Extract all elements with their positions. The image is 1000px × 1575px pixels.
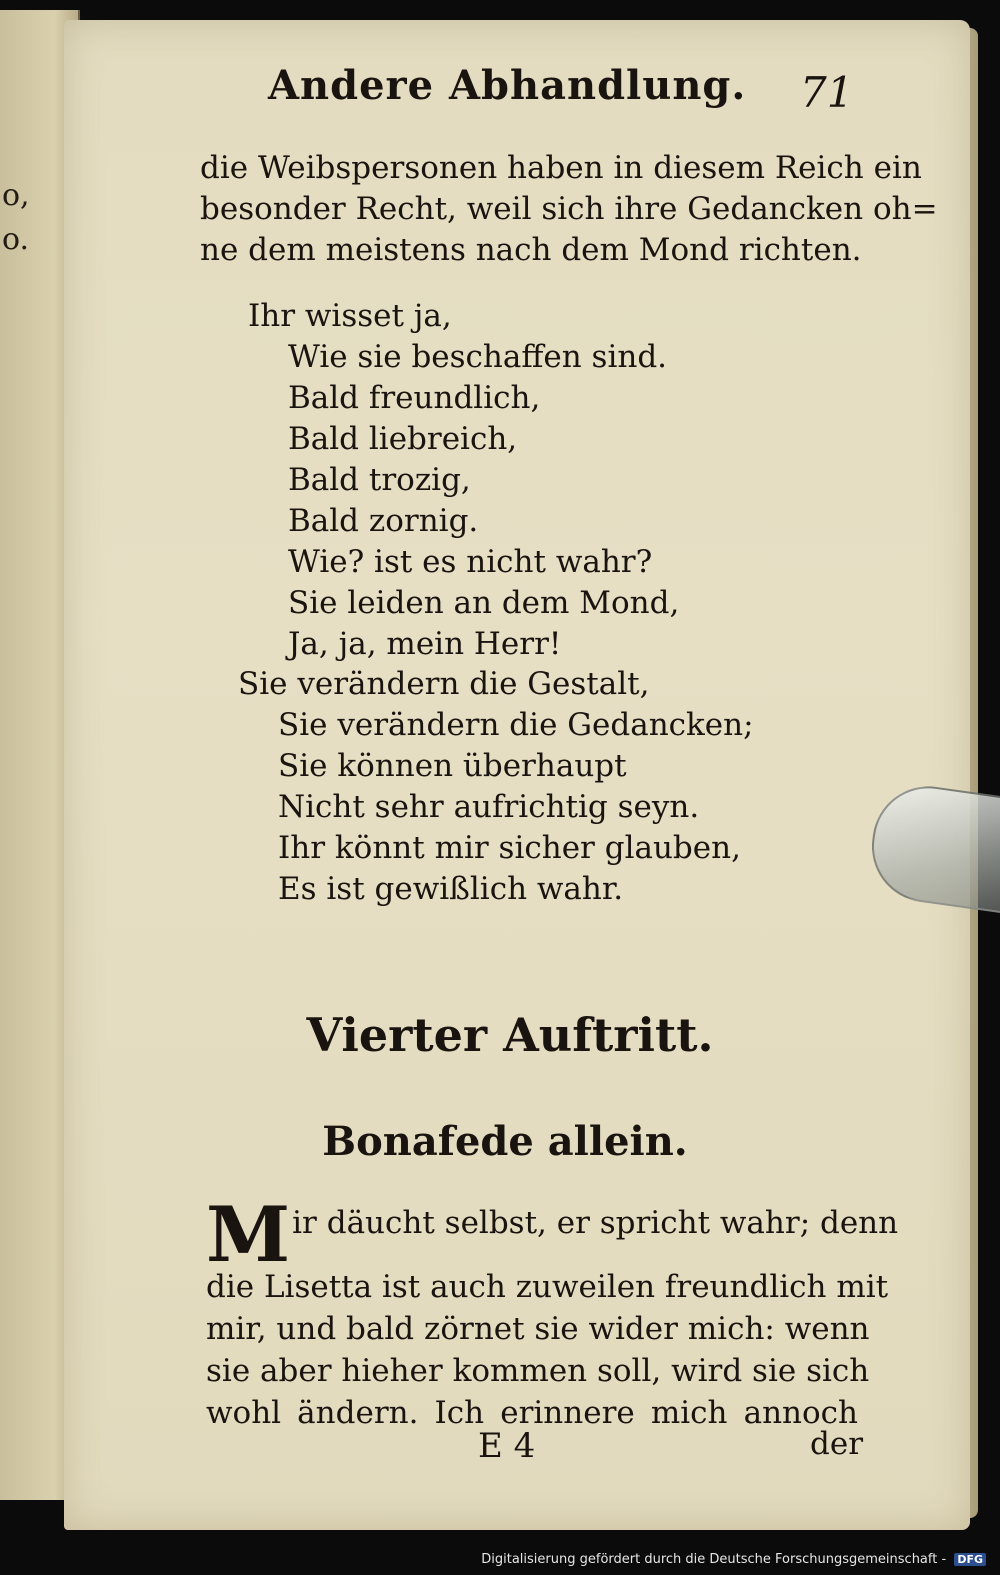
- scene-title: Vierter Auftritt.: [306, 1008, 714, 1062]
- verse-line: Sie können überhaupt: [278, 748, 627, 784]
- verse-line: Sie verändern die Gedancken;: [278, 707, 754, 743]
- signature-mark: E 4: [478, 1426, 536, 1466]
- verse-line: Nicht sehr aufrichtig seyn.: [278, 789, 700, 825]
- intro-paragraph: [200, 148, 938, 271]
- text-line: die Lisetta ist auch zuweilen freundlich mit: [206, 1269, 889, 1305]
- dfg-logo: DFG: [954, 1553, 986, 1566]
- verse-line: Bald trozig,: [288, 462, 471, 498]
- text-line: ne dem meistens nach dem Mond richten.: [200, 232, 862, 268]
- verse-line: Sie verändern die Gestalt,: [238, 666, 650, 702]
- verse-line: Es ist gewißlich wahr.: [278, 871, 624, 907]
- digitization-credit: [481, 1552, 986, 1567]
- credit-text: Digitalisierung gefördert durch die Deutsche Forschungsgemeinschaft -: [481, 1552, 947, 1567]
- verse-stanza-2: [238, 664, 754, 910]
- text-line: sie aber hieher kommen soll, wird sie sich: [206, 1353, 870, 1389]
- verse-line: Wie sie beschaffen sind.: [288, 339, 668, 375]
- drop-cap-initial: M: [206, 1190, 291, 1279]
- left-page-fragment: o.: [2, 222, 30, 257]
- verse-line: Wie? ist es nicht wahr?: [288, 544, 653, 580]
- text-line: mir, und bald zörnet sie wider mich: wenn: [206, 1311, 870, 1347]
- running-head: Andere Abhandlung.: [268, 62, 747, 109]
- text-line: besonder Recht, weil sich ihre Gedancken oh=: [200, 191, 938, 227]
- text-line: die Weibspersonen haben in diesem Reich ein: [200, 150, 922, 186]
- catchword: der: [810, 1426, 864, 1462]
- text-line: wohl ändern. Ich erinnere mich annoch: [206, 1395, 858, 1431]
- verse-line: Bald liebreich,: [288, 421, 518, 457]
- page-number: 71: [800, 68, 854, 117]
- body-paragraph: [206, 1190, 899, 1434]
- verse-line: Ihr wisset ja,: [248, 298, 452, 334]
- verse-line: Bald zornig.: [288, 503, 479, 539]
- verse-line: Ihr könnt mir sicher glauben,: [278, 830, 741, 866]
- verse-line: Ja, ja, mein Herr!: [288, 626, 562, 662]
- verse-line: Bald freundlich,: [288, 380, 541, 416]
- verse-line: Sie leiden an dem Mond,: [288, 585, 680, 621]
- verse-stanza-1: [248, 296, 679, 665]
- text-line: ir däucht selbst, er spricht wahr; denn: [292, 1205, 899, 1241]
- left-page-fragment: o,: [2, 178, 30, 213]
- scene-subtitle: Bonafede allein.: [322, 1118, 688, 1165]
